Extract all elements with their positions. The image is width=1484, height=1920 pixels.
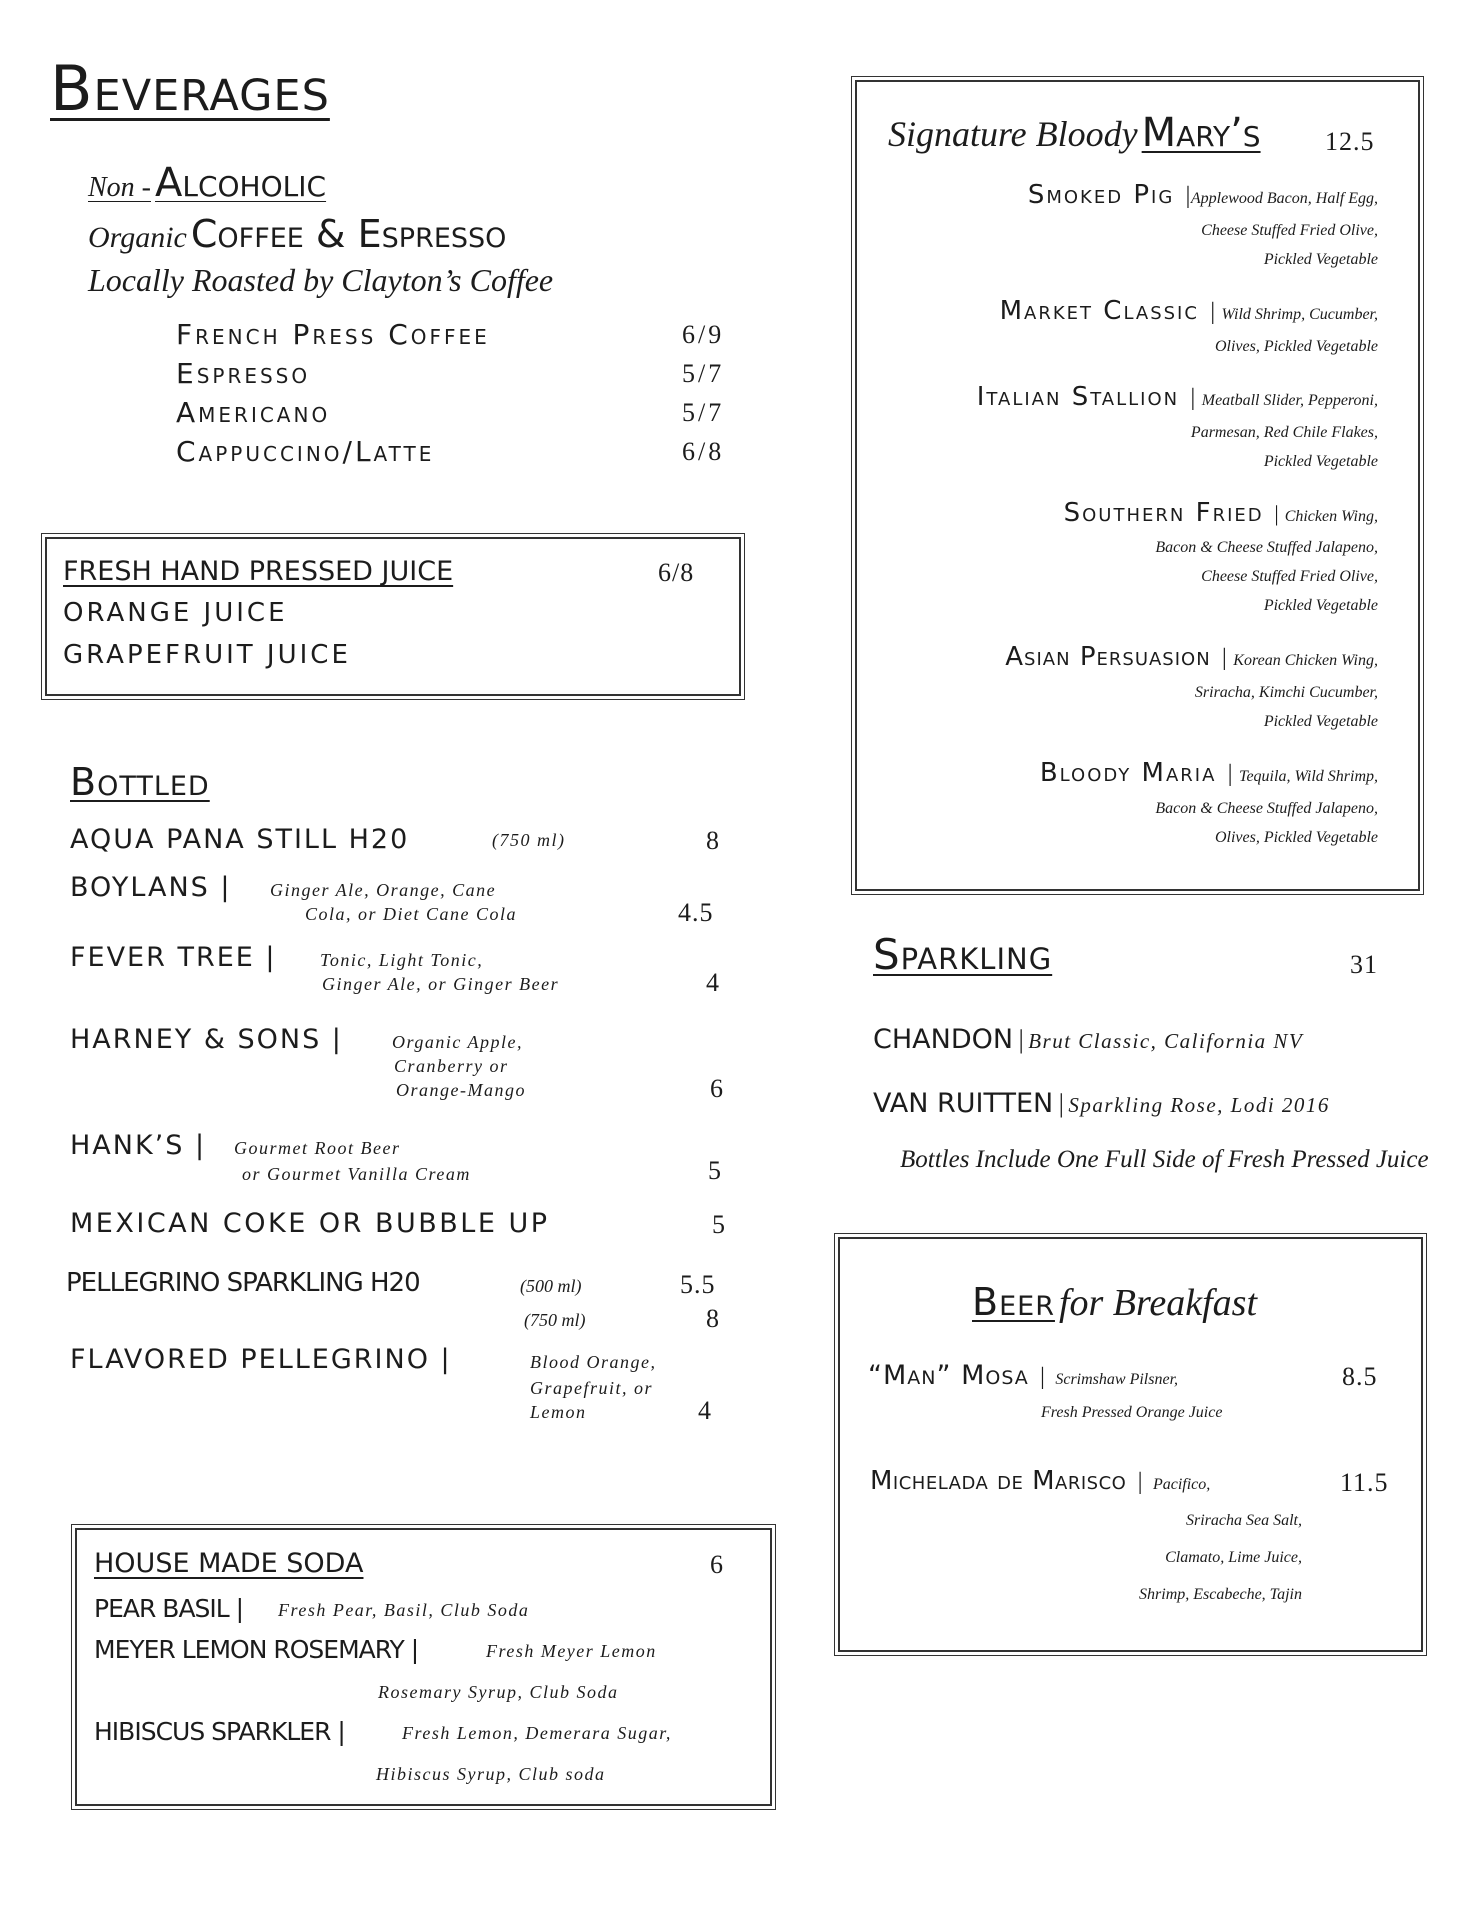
list-item: MEYER LEMON ROSEMARY | bbox=[94, 1635, 419, 1664]
bloody-mary-heading-label: Mary’s bbox=[1141, 110, 1261, 156]
list-item bbox=[1028, 180, 1378, 213]
item-desc: Hibiscus Syrup, Club soda bbox=[376, 1764, 606, 1784]
item-desc: Tequila, Wild Shrimp, bbox=[1239, 768, 1378, 785]
item-desc: Cranberry or bbox=[394, 1056, 509, 1076]
list-item: Cappuccino/Latte bbox=[176, 435, 435, 468]
bloody-mary-price: 12.5 bbox=[1325, 127, 1375, 156]
item-separator: | bbox=[1017, 1025, 1025, 1054]
item-desc: Lemon bbox=[530, 1402, 587, 1422]
non-alcoholic-prefix: Non - bbox=[88, 172, 151, 203]
list-item: FEVER TREE | bbox=[70, 942, 277, 973]
list-item: HARNEY & SONS | bbox=[70, 1024, 343, 1055]
item-price: 5/7 bbox=[682, 398, 725, 427]
item-name: Smoked Pig bbox=[1027, 180, 1175, 210]
item-price: 8 bbox=[706, 1304, 720, 1333]
item-name: Southern Fried bbox=[1063, 498, 1264, 528]
item-desc: Fresh Pear, Basil, Club Soda bbox=[278, 1600, 530, 1620]
list-item: Espresso bbox=[176, 357, 311, 390]
item-price: 8 bbox=[706, 826, 720, 855]
juice-price: 6/8 bbox=[658, 558, 695, 587]
item-name: Michelada de Marisco bbox=[870, 1466, 1127, 1496]
item-price: 5/7 bbox=[682, 359, 725, 388]
item-desc: Pickled Vegetable bbox=[1263, 453, 1378, 470]
item-price: 6/8 bbox=[682, 437, 725, 466]
item-desc: Sparkling Rose, Lodi 2016 bbox=[1068, 1093, 1330, 1117]
item-name: Italian Stallion bbox=[976, 382, 1180, 412]
item-desc: Meatball Slider, Pepperoni, bbox=[1201, 392, 1378, 409]
item-price: 4 bbox=[706, 968, 720, 997]
item-separator: | bbox=[1183, 385, 1202, 411]
soda-heading: HOUSE MADE SODA bbox=[94, 1548, 364, 1579]
item-note: (500 ml) bbox=[520, 1276, 582, 1296]
list-item bbox=[873, 1088, 1330, 1119]
list-item: MEXICAN COKE OR BUBBLE UP bbox=[70, 1208, 550, 1239]
list-item: ORANGE JUICE bbox=[63, 598, 288, 628]
item-desc: Shrimp, Escabeche, Tajin bbox=[1139, 1586, 1302, 1603]
beer-heading-suffix: for Breakfast bbox=[1058, 1282, 1258, 1324]
item-name: VAN RUITTEN bbox=[873, 1088, 1054, 1119]
item-separator: | bbox=[1202, 299, 1222, 325]
item-name: Asian Persuasion bbox=[1005, 642, 1211, 672]
item-note: (750 ml) bbox=[492, 830, 566, 850]
item-desc: Pickled Vegetable bbox=[1263, 597, 1378, 614]
item-separator: | bbox=[1032, 1364, 1052, 1390]
item-desc: Parmesan, Red Chile Flakes, bbox=[1190, 424, 1378, 441]
item-separator: | bbox=[1178, 183, 1191, 209]
sparkling-note: Bottles Include One Full Side of Fresh Pressed Juice bbox=[900, 1146, 1429, 1173]
sparkling-price: 31 bbox=[1350, 950, 1378, 979]
item-desc: Sriracha Sea Salt, bbox=[1186, 1512, 1302, 1529]
item-separator: | bbox=[1267, 501, 1285, 526]
item-separator: | bbox=[1130, 1469, 1149, 1495]
coffee-heading bbox=[88, 212, 506, 256]
bottled-heading: Bottled bbox=[70, 760, 210, 804]
item-desc: Pickled Vegetable bbox=[1263, 251, 1378, 268]
item-price: 5 bbox=[708, 1156, 722, 1185]
list-item: French Press Coffee bbox=[176, 318, 490, 351]
item-desc: Ginger Ale, Orange, Cane bbox=[270, 880, 497, 900]
juice-heading: FRESH HAND PRESSED JUICE bbox=[63, 556, 454, 587]
item-desc: Fresh Lemon, Demerara Sugar, bbox=[402, 1723, 672, 1743]
item-desc: Gourmet Root Beer bbox=[234, 1138, 401, 1158]
item-desc: Chicken Wing, bbox=[1284, 508, 1378, 525]
item-desc: Fresh Meyer Lemon bbox=[486, 1641, 657, 1661]
item-desc: Bacon & Cheese Stuffed Jalapeno, bbox=[1155, 800, 1378, 817]
beer-heading-label: Beer bbox=[972, 1280, 1055, 1324]
list-item: BOYLANS | bbox=[70, 872, 232, 903]
item-name: CHANDON bbox=[873, 1024, 1014, 1055]
item-desc: Tonic, Light Tonic, bbox=[320, 950, 484, 970]
list-item bbox=[870, 1466, 1210, 1499]
coffee-heading-prefix: Organic bbox=[88, 221, 187, 254]
item-desc: Olives, Pickled Vegetable bbox=[1214, 338, 1378, 355]
item-desc: Pickled Vegetable bbox=[1263, 713, 1378, 730]
item-separator: | bbox=[1214, 645, 1234, 671]
bloody-mary-heading bbox=[888, 110, 1261, 156]
item-desc: Organic Apple, bbox=[392, 1032, 523, 1052]
list-item bbox=[1000, 296, 1378, 329]
item-desc: Cheese Stuffed Fried Olive, bbox=[1201, 568, 1378, 585]
list-item bbox=[873, 1024, 1303, 1055]
item-price: 4 bbox=[698, 1396, 712, 1425]
list-item: HANK’S | bbox=[70, 1130, 207, 1161]
bloody-mary-heading-prefix: Signature Bloody bbox=[888, 114, 1138, 154]
item-name: Market Classic bbox=[999, 296, 1199, 326]
page-title: Beverages bbox=[50, 52, 330, 125]
item-price: 5 bbox=[712, 1210, 726, 1239]
item-desc: Bacon & Cheese Stuffed Jalapeno, bbox=[1155, 539, 1378, 556]
list-item bbox=[1064, 498, 1378, 531]
item-desc: Clamato, Lime Juice, bbox=[1165, 1549, 1302, 1566]
item-desc: Brut Classic, California NV bbox=[1028, 1029, 1304, 1053]
item-desc: Blood Orange, bbox=[530, 1352, 657, 1372]
item-desc: Pacifico, bbox=[1152, 1476, 1211, 1493]
non-alcoholic-heading bbox=[88, 160, 326, 206]
list-item: FLAVORED PELLEGRINO | bbox=[70, 1344, 452, 1375]
coffee-roaster: Locally Roasted by Clayton’s Coffee bbox=[88, 262, 554, 298]
item-price: 4.5 bbox=[678, 898, 714, 927]
item-desc: Cola, or Diet Cane Cola bbox=[305, 904, 518, 924]
list-item: AQUA PANA STILL H20 bbox=[70, 824, 410, 855]
non-alcoholic-label: Alcoholic bbox=[155, 160, 327, 206]
item-name: “Man” Mosa bbox=[868, 1360, 1029, 1391]
item-desc: or Gourmet Vanilla Cream bbox=[242, 1164, 471, 1184]
item-price: 5.5 bbox=[680, 1270, 716, 1299]
item-desc: Cheese Stuffed Fried Olive, bbox=[1201, 222, 1378, 239]
coffee-heading-label: Coffee & Espresso bbox=[190, 212, 507, 256]
item-desc: Grapefruit, or bbox=[530, 1378, 654, 1398]
item-desc: Applewood Bacon, Half Egg, bbox=[1190, 190, 1378, 207]
item-price: 11.5 bbox=[1340, 1468, 1389, 1497]
sparkling-heading: Sparkling bbox=[873, 930, 1053, 979]
list-item bbox=[977, 382, 1378, 415]
item-price: 8.5 bbox=[1342, 1362, 1378, 1391]
item-desc: Wild Shrimp, Cucumber, bbox=[1221, 306, 1378, 323]
item-separator: | bbox=[1057, 1089, 1065, 1118]
list-item bbox=[1040, 758, 1378, 791]
beer-heading bbox=[972, 1280, 1257, 1325]
list-item: HIBISCUS SPARKLER | bbox=[94, 1717, 345, 1746]
item-price: 6/9 bbox=[682, 320, 725, 349]
item-desc: Orange-Mango bbox=[396, 1080, 526, 1100]
item-desc: Korean Chicken Wing, bbox=[1233, 652, 1378, 669]
soda-price: 6 bbox=[710, 1550, 724, 1579]
item-desc: Fresh Pressed Orange Juice bbox=[1041, 1404, 1223, 1421]
item-desc: Sriracha, Kimchi Cucumber, bbox=[1194, 684, 1378, 701]
item-price: 6 bbox=[710, 1074, 724, 1103]
item-desc: Olives, Pickled Vegetable bbox=[1214, 829, 1378, 846]
list-item: PEAR BASIL | bbox=[94, 1594, 244, 1623]
item-separator: | bbox=[1220, 761, 1240, 787]
list-item: GRAPEFRUIT JUICE bbox=[63, 640, 351, 670]
list-item: PELLEGRINO SPARKLING H20 bbox=[66, 1268, 420, 1298]
item-name: Bloody Maria bbox=[1039, 758, 1217, 788]
item-desc: Rosemary Syrup, Club Soda bbox=[378, 1682, 619, 1702]
list-item bbox=[1005, 642, 1378, 675]
item-desc: Scrimshaw Pilsner, bbox=[1055, 1371, 1179, 1388]
list-item bbox=[868, 1360, 1178, 1394]
item-note: (750 ml) bbox=[524, 1310, 586, 1330]
list-item: Americano bbox=[176, 396, 331, 429]
item-desc: Ginger Ale, or Ginger Beer bbox=[322, 974, 560, 994]
